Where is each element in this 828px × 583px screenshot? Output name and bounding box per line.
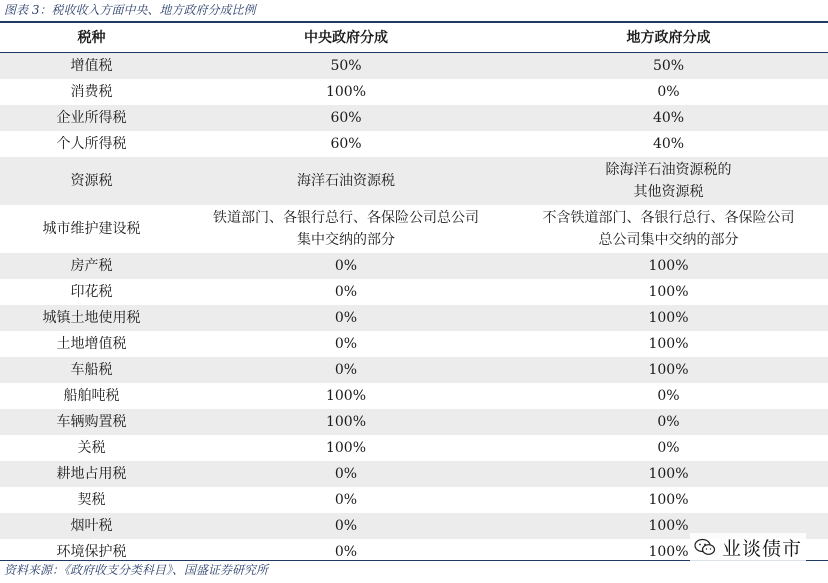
- cell-central-share: 0%: [334, 466, 358, 482]
- cell-local-share: 100%: [648, 336, 689, 352]
- header-central-share: 中央政府分成: [304, 29, 388, 46]
- cell-local-share: 不含铁道部门、各银行总行、各保险公司 总公司集中交纳的部分: [542, 210, 795, 248]
- cell-tax-type: 消费税: [70, 84, 113, 100]
- cell-central-share: 100%: [325, 84, 367, 100]
- cell-tax-type: 契税: [77, 492, 106, 508]
- table-row: [0, 435, 828, 461]
- cell-local-share: 0%: [657, 414, 680, 430]
- cell-tax-type: 增值税: [70, 58, 113, 74]
- cell-tax-type: 企业所得税: [56, 110, 127, 126]
- cell-central-share: 60%: [330, 136, 362, 152]
- watermark: [690, 533, 806, 561]
- table-row: [0, 205, 828, 253]
- cell-local-share: 0%: [657, 388, 680, 404]
- cell-local-share: 除海洋石油资源税的 其他资源税: [605, 162, 732, 200]
- cell-central-share: 0%: [334, 284, 358, 300]
- cell-local-share: 0%: [657, 84, 680, 100]
- cell-tax-type: 个人所得税: [56, 136, 127, 152]
- cell-central-share: 0%: [334, 310, 358, 326]
- cell-local-share: 100%: [648, 284, 689, 300]
- cell-tax-type: 关税: [77, 440, 106, 456]
- cell-local-share: 0%: [657, 440, 680, 456]
- cell-local-share: 100%: [648, 362, 689, 378]
- cell-central-share: 100%: [325, 414, 367, 430]
- table-row: [0, 279, 828, 305]
- cell-tax-type: 车辆购置税: [56, 414, 127, 430]
- wechat-icon: [694, 538, 716, 556]
- cell-tax-type: 资源税: [70, 173, 113, 189]
- cell-central-share: 0%: [334, 544, 358, 560]
- cell-tax-type: 房产税: [70, 258, 113, 274]
- source-note: 资料来源：《政府收支分类科目》、国盛证券研究所: [4, 563, 269, 577]
- cell-local-share: 100%: [648, 466, 689, 482]
- cell-tax-type: 印花税: [70, 284, 113, 300]
- table-row: [0, 409, 828, 435]
- cell-central-share: 50%: [330, 58, 362, 74]
- table-row: [0, 253, 828, 279]
- table-row: [0, 53, 828, 79]
- table-row: [0, 383, 828, 409]
- table-row: [0, 157, 828, 205]
- cell-central-share: 0%: [334, 258, 358, 274]
- table-row: [0, 331, 828, 357]
- header-local-share: 地方政府分成: [626, 29, 711, 46]
- tax-share-table: [0, 23, 828, 565]
- table-caption: 图表 3：税收收入方面中央、地方政府分成比例: [4, 3, 256, 17]
- cell-tax-type: 环境保护税: [56, 544, 127, 560]
- cell-local-share: 50%: [652, 58, 685, 74]
- table-row: [0, 105, 828, 131]
- table-header-row: [0, 23, 828, 53]
- cell-tax-type: 土地增值税: [56, 336, 127, 352]
- cell-tax-type: 耕地占用税: [56, 466, 127, 482]
- cell-central-share: 0%: [334, 518, 358, 534]
- cell-tax-type: 烟叶税: [70, 518, 113, 534]
- cell-tax-type: 车船税: [70, 362, 113, 378]
- cell-local-share: 100%: [648, 544, 689, 560]
- cell-central-share: 海洋石油资源税: [297, 173, 395, 189]
- cell-tax-type: 城镇土地使用税: [42, 310, 141, 326]
- cell-tax-type: 船舶吨税: [63, 388, 120, 404]
- table-row: [0, 131, 828, 157]
- cell-central-share: 0%: [334, 362, 358, 378]
- header-tax-type: 税种: [77, 29, 106, 46]
- cell-central-share: 100%: [325, 388, 367, 404]
- cell-local-share: 40%: [652, 110, 685, 126]
- cell-local-share: 100%: [648, 492, 689, 508]
- cell-central-share: 0%: [334, 492, 358, 508]
- table-row: [0, 357, 828, 383]
- cell-local-share: 100%: [648, 258, 689, 274]
- cell-central-share: 铁道部门、各银行总行、各保险公司总公司 集中交纳的部分: [213, 210, 479, 248]
- table-row: [0, 461, 828, 487]
- table-row: [0, 305, 828, 331]
- watermark-text: 业谈债市: [721, 537, 802, 560]
- cell-tax-type: 城市维护建设税: [42, 221, 141, 237]
- cell-central-share: 60%: [330, 110, 362, 126]
- table-row: [0, 487, 828, 513]
- table-body: [0, 53, 828, 565]
- cell-local-share: 40%: [652, 136, 685, 152]
- cell-local-share: 100%: [648, 518, 689, 534]
- cell-local-share: 100%: [648, 310, 689, 326]
- cell-central-share: 100%: [325, 440, 367, 456]
- cell-central-share: 0%: [334, 336, 358, 352]
- table-row: [0, 79, 828, 105]
